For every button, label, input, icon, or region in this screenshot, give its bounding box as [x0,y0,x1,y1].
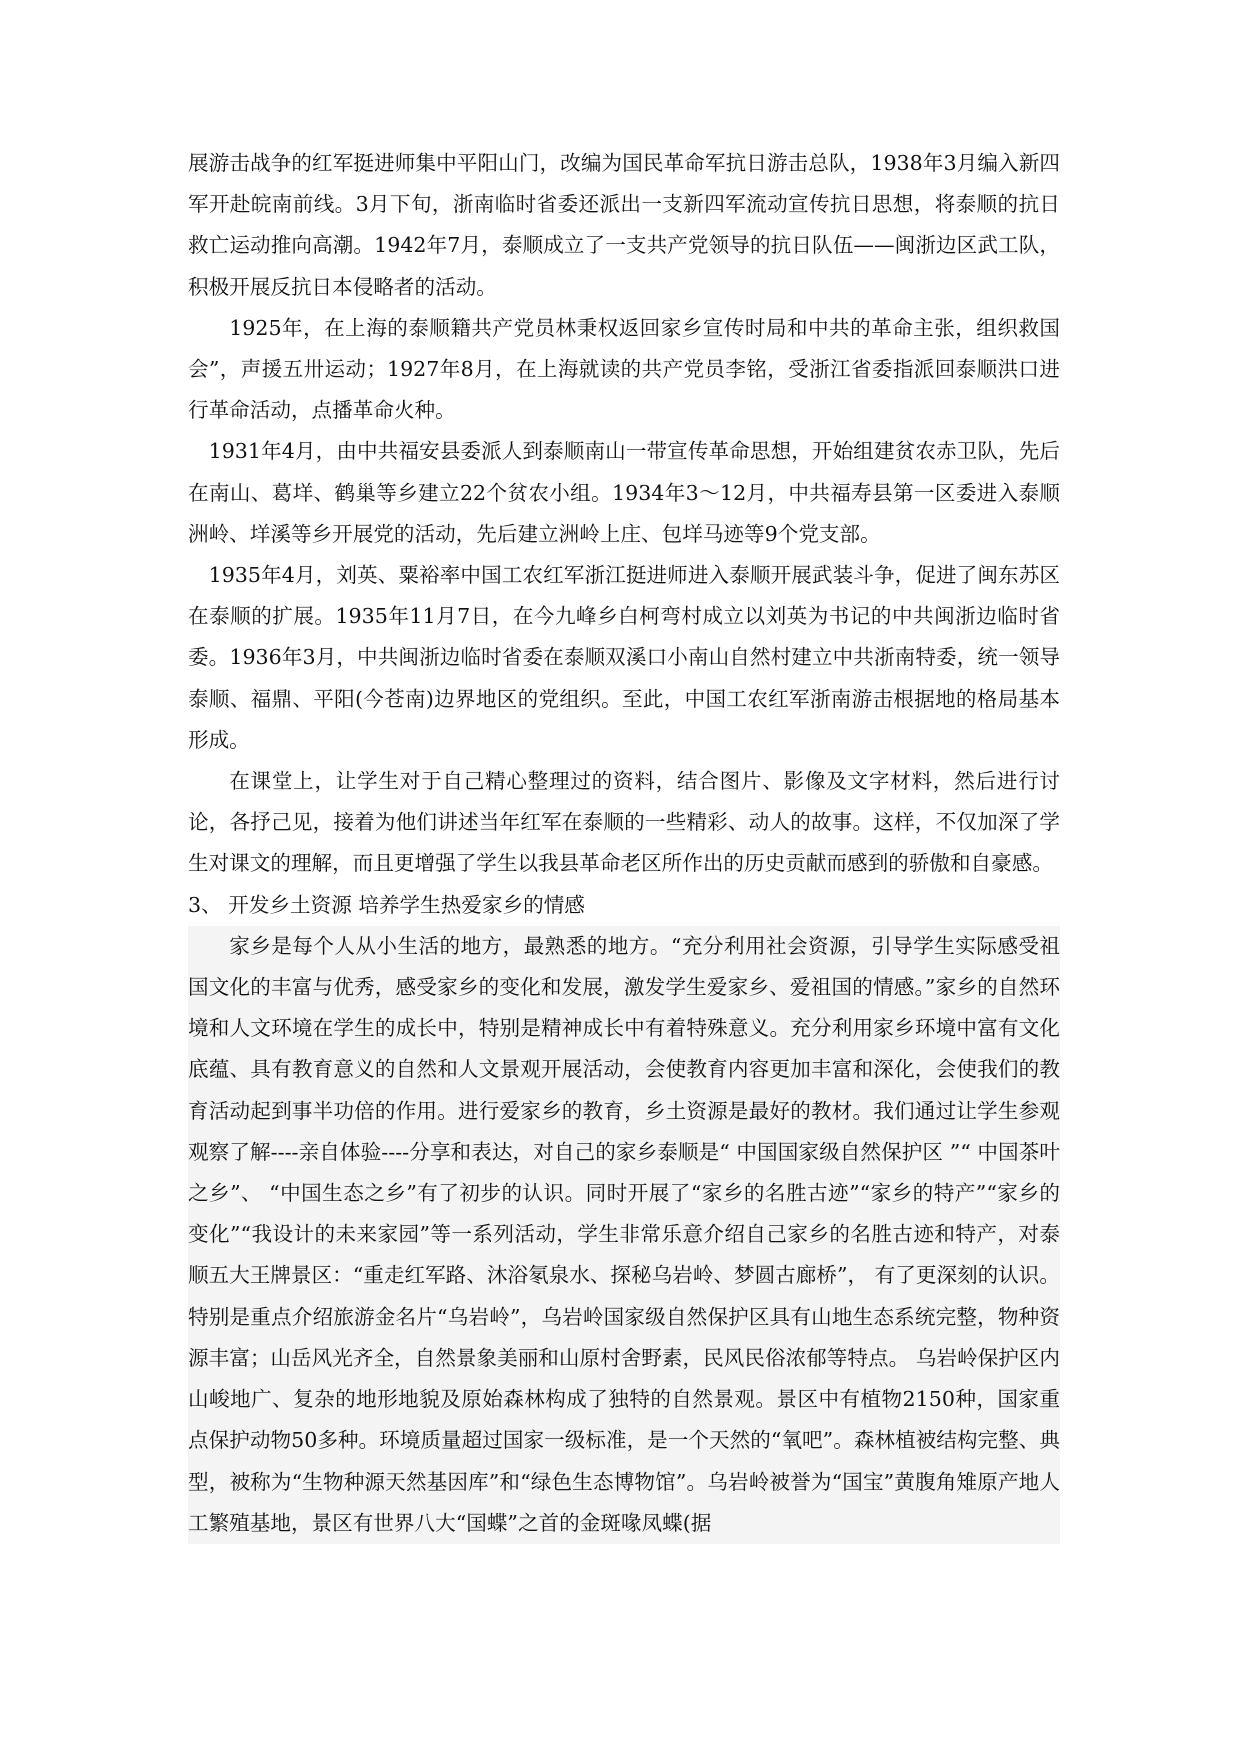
document-body [188,143,1060,1544]
paragraph-1935: 1935年4月，刘英、粟裕率中国工农红军浙江挺进师进入泰顺开展武装斗争，促进了闽东苏区在泰顺的扩展。1935年11月7日，在今九峰乡白柯弯村成立以刘英为书记的中共闽浙边临时省委。1936年3月，中共闽浙边临时省委在泰顺双溪口小南山自然村建立中共浙南特委，统一领导泰顺、福鼎、平阳(今苍南)边界地区的党组织。至此，中国工农红军浙南游击根据地的格局基本形成。 [188,563,1060,752]
paragraph-1925: 1925年，在上海的泰顺籍共产党员林秉权返回家乡宣传时局和中共的革命主张，组织救国会”，声援五卅运动；1927年8月，在上海就读的共产党员李铭，受浙江省委指派回泰顺洪口进行革命活动，点播革命火种。 [188,315,1060,423]
paragraph-hometown: 家乡是每个人从小生活的地方，最熟悉的地方。“充分利用社会资源，引导学生实际感受祖国文化的丰富与优秀，感受家乡的变化和发展，激发学生爱家乡、爱祖国的情感。”家乡的自然环境和人文环境在学生的成长中，特别是精神成长中有着特殊意义。充分利用家乡环境中富有文化底蕴、具有教育意义的自然和人文景观开展活动，会使教育内容更加丰富和深化，会使我们的教育活动起到事半功倍的作用。进行爱家乡的教育，乡土资源是最好的教材。我们通过让学生参观观察了解----亲自体验----分享和表达，对自己的家乡泰顺是“ 中国国家级自然保护区 ”“ 中国茶叶之乡”、 “中国生态之乡”有了初步的认识。同时开展了“家乡的名胜古迹”“家乡的特产”“家乡的变化”“我设计的未来家园”等一系列活动，学生非常乐意介绍自己家乡的名胜古迹和特产，对泰顺五大王牌景区：“重走红军路、沐浴氡泉水、探秘乌岩岭、梦圆古廊桥”， 有了更深刻的认识。特别是重点介绍旅游金名片“乌岩岭”，乌岩岭国家级自然保护区具有山地生态系统完整，物种资源丰富；山岳风光齐全，自然景象美丽和山原村舍野素，民风民俗浓郁等特点。 乌岩岭保护区内山峻地广、复杂的地形地貌及原始森林构成了独特的自然景观。景区中有植物2150种，国家重点保护动物50多种。环境质量超过国家一级标准，是一个天然的“氧吧”。森林植被结构完整、典型，被称为“生物种源天然基因库”和“绿色生态博物馆”。乌岩岭被誉为“国宝”黄腹角雉原产地人工繁殖基地，景区有世界八大“国蝶”之首的金斑喙凤蝶(据 [188,926,1060,1544]
paragraph-anti-japanese: 展游击战争的红军挺进师集中平阳山门，改编为国民革命军抗日游击总队，1938年3月编入新四军开赴皖南前线。3月下旬，浙南临时省委还派出一支新四军流动宣传抗日思想，将泰顺的抗日救亡运动推向高潮。1942年7月，泰顺成立了一支共产党领导的抗日队伍——闽浙边区武工队，积极开展反抗日本侵略者的活动。 [188,151,1060,299]
paragraph-classroom: 在课堂上，让学生对于自己精心整理过的资料，结合图片、影像及文字材料，然后进行讨论，各抒己见，接着为他们讲述当年红军在泰顺的一些精彩、动人的故事。这样，不仅加深了学生对课文的理解，而且更增强了学生以我县革命老区所作出的历史贡献而感到的骄傲和自豪感。 [188,769,1060,876]
paragraph-1931: 1931年4月，由中共福安县委派人到泰顺南山一带宣传革命思想，开始组建贫农赤卫队，先后在南山、葛垟、鹤巢等乡建立22个贫农小组。1934年3～12月，中共福寿县第一区委进入泰顺洲岭、垟溪等乡开展党的活动，先后建立洲岭上庄、包垟马迹等9个党支部。 [188,439,1060,546]
section-heading: 3、 开发乡土资源 培养学生热爱家乡的情感 [188,892,585,917]
